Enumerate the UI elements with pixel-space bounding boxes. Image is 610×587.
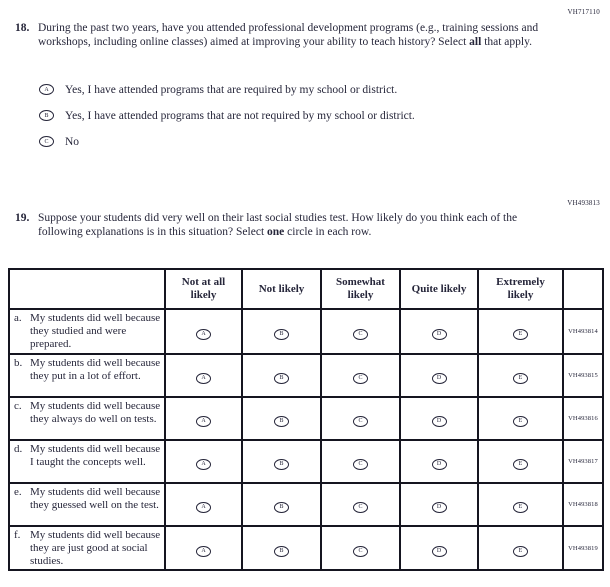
- row-stem-cell: [9, 309, 165, 354]
- likelihood-bubble[interactable]: [432, 502, 447, 513]
- row-accession-code: VH493814: [563, 309, 603, 354]
- likelihood-bubble[interactable]: [513, 459, 528, 470]
- bubble-letter: B: [279, 375, 284, 382]
- bubble-letter: C: [358, 504, 363, 511]
- likelihood-cell: [400, 526, 478, 571]
- likelihood-cell: [242, 354, 321, 397]
- row-accession-code: VH493815: [563, 354, 603, 397]
- answer-bubble[interactable]: [39, 110, 54, 121]
- column-header: Not at all likely: [165, 269, 242, 309]
- row-letter: f.: [14, 528, 21, 541]
- likelihood-bubble[interactable]: [196, 502, 211, 513]
- likelihood-cell: [242, 397, 321, 440]
- option-label: Yes, I have attended programs that are required by my school or district.: [65, 83, 398, 96]
- bubble-letter: D: [436, 418, 442, 425]
- row-letter: b.: [14, 356, 23, 369]
- question-19-text-tail: circle in each row.: [284, 225, 372, 238]
- likelihood-cell: [165, 440, 242, 483]
- likelihood-cell: [242, 309, 321, 354]
- table-row: [9, 309, 603, 354]
- likelihood-cell: [321, 526, 400, 571]
- table-row: [9, 397, 603, 440]
- row-stem: [14, 312, 162, 351]
- row-stem-cell: [9, 483, 165, 526]
- answer-bubble[interactable]: [39, 84, 54, 95]
- row-stem-cell: [9, 440, 165, 483]
- question-18-text: [38, 22, 543, 50]
- likelihood-cell: [478, 526, 563, 571]
- row-stem-text: My students did well because they guessed well on the test.: [30, 485, 161, 511]
- likelihood-bubble[interactable]: [353, 502, 368, 513]
- row-stem-cell: [9, 526, 165, 571]
- option-label: Yes, I have attended programs that are not required by my school or district.: [65, 109, 415, 122]
- likelihood-bubble[interactable]: [513, 502, 528, 513]
- bubble-letter: E: [518, 504, 523, 511]
- likelihood-cell: [478, 397, 563, 440]
- row-letter: c.: [14, 399, 22, 412]
- row-stem: [14, 486, 162, 512]
- row-accession-code: VH493818: [563, 483, 603, 526]
- likelihood-cell: [165, 397, 242, 440]
- likelihood-bubble[interactable]: [353, 546, 368, 557]
- likelihood-bubble[interactable]: [513, 373, 528, 384]
- likelihood-bubble[interactable]: [196, 329, 211, 340]
- question-18-number: 18.: [15, 22, 30, 34]
- likelihood-cell: [242, 526, 321, 571]
- likelihood-bubble[interactable]: [274, 373, 289, 384]
- bubble-letter: D: [436, 375, 442, 382]
- likelihood-cell: [400, 397, 478, 440]
- column-header: Quite likely: [400, 269, 478, 309]
- bubble-letter: B: [44, 112, 49, 119]
- bubble-letter: B: [279, 504, 284, 511]
- question-18-accession-code: VH717110: [567, 8, 600, 16]
- bubble-letter: E: [518, 547, 523, 554]
- bubble-letter: A: [44, 86, 49, 93]
- likelihood-cell: [321, 440, 400, 483]
- likelihood-cell: [321, 397, 400, 440]
- question-19-accession-code: VH493813: [567, 199, 600, 207]
- bubble-letter: D: [436, 461, 442, 468]
- likelihood-bubble[interactable]: [196, 416, 211, 427]
- answer-option: [39, 109, 415, 122]
- likelihood-cell: [400, 354, 478, 397]
- row-stem-text: My students did well because I taught the concepts well.: [30, 442, 161, 468]
- bubble-letter: D: [436, 504, 442, 511]
- bubble-letter: A: [201, 461, 206, 468]
- bubble-letter: A: [201, 504, 206, 511]
- likelihood-bubble[interactable]: [513, 546, 528, 557]
- row-stem: [14, 357, 162, 383]
- bubble-letter: E: [518, 375, 523, 382]
- bubble-letter: C: [358, 461, 363, 468]
- bubble-letter: C: [358, 418, 363, 425]
- table-row: [9, 483, 603, 526]
- answer-option: [39, 83, 415, 96]
- question-18-text-lead: During the past two years, have you attended professional development programs (e.g., training sessions and workshops, including online classes) aimed at improving your ability to teach history? Select: [38, 22, 539, 48]
- bubble-letter: D: [436, 547, 442, 554]
- likelihood-bubble[interactable]: [274, 546, 289, 557]
- answer-bubble[interactable]: [39, 136, 54, 147]
- likelihood-bubble[interactable]: [432, 329, 447, 340]
- bubble-letter: C: [44, 138, 49, 145]
- question-18: [15, 22, 543, 50]
- row-accession-code: VH493817: [563, 440, 603, 483]
- likelihood-cell: [478, 354, 563, 397]
- row-stem-text: My students did well because they always do well on tests.: [30, 399, 161, 425]
- likelihood-bubble[interactable]: [274, 329, 289, 340]
- likelihood-bubble[interactable]: [274, 502, 289, 513]
- row-letter: d.: [14, 442, 23, 455]
- question-19: [15, 212, 543, 240]
- bubble-letter: A: [201, 547, 206, 554]
- likelihood-bubble[interactable]: [432, 459, 447, 470]
- question-19-text-lead: Suppose your students did very well on their last social studies test. How likely do you think each of the following explanations is in this situation? Select: [38, 212, 518, 238]
- bubble-letter: A: [201, 375, 206, 382]
- likelihood-bubble[interactable]: [274, 416, 289, 427]
- likelihood-cell: [400, 483, 478, 526]
- bubble-letter: B: [279, 547, 284, 554]
- likelihood-cell: [242, 483, 321, 526]
- likelihood-cell: [400, 309, 478, 354]
- likelihood-cell: [165, 526, 242, 571]
- bubble-letter: B: [279, 331, 284, 338]
- likelihood-cell: [165, 309, 242, 354]
- bubble-letter: C: [358, 547, 363, 554]
- bubble-letter: D: [436, 331, 442, 338]
- row-accession-code: VH493816: [563, 397, 603, 440]
- likelihood-cell: [165, 354, 242, 397]
- row-stem: [14, 529, 162, 568]
- likelihood-bubble[interactable]: [353, 329, 368, 340]
- bubble-letter: B: [279, 461, 284, 468]
- column-header: Not likely: [242, 269, 321, 309]
- likelihood-cell: [400, 440, 478, 483]
- likelihood-cell: [478, 309, 563, 354]
- likelihood-bubble[interactable]: [353, 459, 368, 470]
- likelihood-cell: [321, 309, 400, 354]
- bubble-letter: C: [358, 331, 363, 338]
- likelihood-bubble[interactable]: [432, 373, 447, 384]
- row-stem-cell: [9, 397, 165, 440]
- likelihood-cell: [321, 483, 400, 526]
- row-stem-text: My students did well because they studied and were prepared.: [30, 312, 161, 350]
- row-accession-code: VH493819: [563, 526, 603, 571]
- bubble-letter: A: [201, 331, 206, 338]
- likelihood-cell: [478, 483, 563, 526]
- bubble-letter: B: [279, 418, 284, 425]
- answer-option: [39, 135, 415, 148]
- row-stem: [14, 443, 162, 469]
- code-column-header: [563, 269, 603, 309]
- table-header-row: [9, 269, 603, 309]
- question-18-options: [39, 83, 415, 161]
- bubble-letter: E: [518, 331, 523, 338]
- column-header: Extremely likely: [478, 269, 563, 309]
- row-stem: [14, 400, 162, 426]
- column-header: Somewhat likely: [321, 269, 400, 309]
- likelihood-cell: [242, 440, 321, 483]
- bubble-letter: C: [358, 375, 363, 382]
- table-row: [9, 526, 603, 571]
- row-letter: a.: [14, 312, 22, 324]
- bubble-letter: E: [518, 418, 523, 425]
- likelihood-bubble[interactable]: [196, 459, 211, 470]
- row-letter: e.: [14, 485, 22, 498]
- likelihood-cell: [321, 354, 400, 397]
- likelihood-bubble[interactable]: [353, 373, 368, 384]
- row-stem-cell: [9, 354, 165, 397]
- table-corner-cell: [9, 269, 165, 309]
- table-row: [9, 440, 603, 483]
- row-stem-text: My students did well because they put in a lot of effort.: [30, 356, 161, 382]
- likelihood-bubble[interactable]: [196, 373, 211, 384]
- likelihood-bubble[interactable]: [513, 329, 528, 340]
- likelihood-bubble[interactable]: [274, 459, 289, 470]
- likelihood-bubble[interactable]: [432, 546, 447, 557]
- likelihood-rating-table: [8, 268, 604, 571]
- likelihood-bubble[interactable]: [432, 416, 447, 427]
- table-row: [9, 354, 603, 397]
- question-18-bold-word: all: [469, 35, 482, 48]
- option-label: No: [65, 135, 80, 148]
- likelihood-bubble[interactable]: [353, 416, 368, 427]
- row-stem-text: My students did well because they are just good at social studies.: [30, 528, 161, 567]
- question-19-number: 19.: [15, 212, 30, 224]
- bubble-letter: A: [201, 418, 206, 425]
- likelihood-cell: [478, 440, 563, 483]
- likelihood-cell: [165, 483, 242, 526]
- question-19-bold-word: one: [267, 225, 285, 238]
- likelihood-bubble[interactable]: [196, 546, 211, 557]
- question-19-text: [38, 212, 543, 240]
- likelihood-bubble[interactable]: [513, 416, 528, 427]
- bubble-letter: E: [518, 461, 523, 468]
- question-18-text-tail: that apply.: [481, 35, 532, 48]
